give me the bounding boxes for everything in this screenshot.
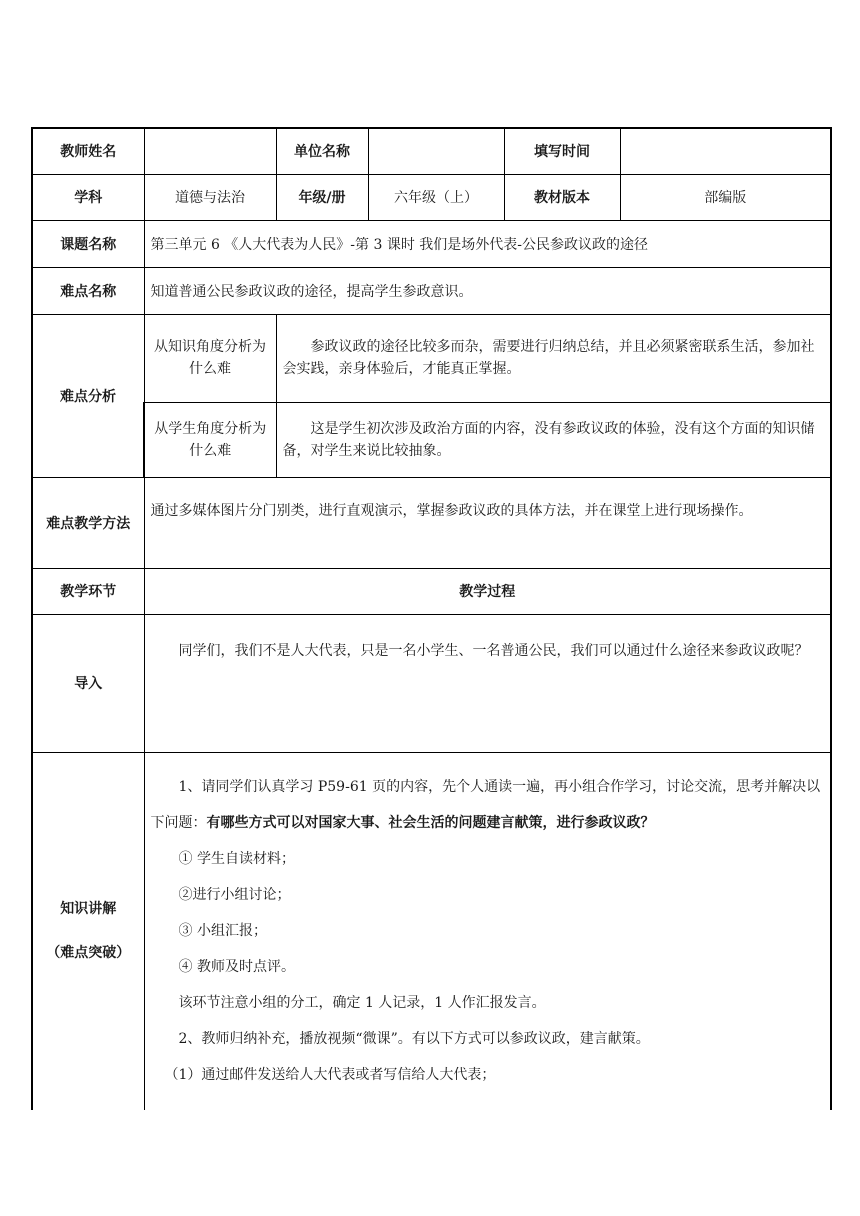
knowledge-step-3: ③ 小组汇报； <box>178 923 267 940</box>
fill-time-label: 填写时间 <box>504 128 620 174</box>
subject-row <box>32 174 831 220</box>
teacher-name-value <box>144 128 276 174</box>
knowledge-angle-label: 从知识角度分析为什么难 <box>144 314 276 402</box>
lesson-plan-table <box>31 127 832 1110</box>
topic-label: 课题名称 <box>32 220 144 267</box>
edition-label: 教材版本 <box>504 174 620 220</box>
intro-label: 导入 <box>32 614 144 752</box>
knowledge-step-4: ④ 教师及时点评。 <box>178 959 295 976</box>
knowledge-label: 知识讲解 <box>60 901 117 918</box>
topic-row <box>32 220 831 267</box>
student-angle-text: 这是学生初次涉及政治方面的内容，没有参政议政的体验，没有这个方面的知识储备，对学生来说比较抽象。 <box>276 402 831 477</box>
knowledge-step-1: ① 学生自读材料； <box>178 851 295 868</box>
analysis-label: 难点分析 <box>32 314 144 477</box>
subject-value: 道德与法治 <box>144 174 276 220</box>
subject-label: 学科 <box>32 174 144 220</box>
student-angle-label: 从学生角度分析为什么难 <box>144 402 276 477</box>
grade-label: 年级/册 <box>276 174 368 220</box>
difficulty-label: 难点名称 <box>32 267 144 314</box>
topic-value: 第三单元 6 《人大代表为人民》-第 3 课时 我们是场外代表-公民参政议政的途径 <box>144 220 831 267</box>
teacher-name-label: 教师姓名 <box>32 128 144 174</box>
unit-value <box>368 128 504 174</box>
method-value: 通过多媒体图片分门别类，进行直观演示，掌握参政议政的具体方法，并在课堂上进行现场操作。 <box>144 477 831 568</box>
fill-time-value <box>620 128 831 174</box>
process-header-row <box>32 568 831 614</box>
knowledge-angle-text: 参政议政的途径比较多而杂，需要进行归纳总结，并且必须紧密联系生活，参加社会实践，亲身体验后，才能真正掌握。 <box>276 314 831 402</box>
difficulty-value: 知道普通公民参政议政的途径，提高学生参政意识。 <box>144 267 831 314</box>
knowledge-item-1: （1）通过邮件发送给人大代表或者写信给人大代表； <box>164 1067 496 1084</box>
knowledge-row <box>32 752 831 1110</box>
knowledge-paragraph-1 <box>151 769 825 841</box>
knowledge-label-sub: （难点突破） <box>46 945 131 962</box>
knowledge-note: 该环节注意小组的分工，确定 1 人记录，1 人作汇报发言。 <box>178 995 546 1012</box>
process-label: 教学过程 <box>144 568 831 614</box>
intro-row <box>32 614 831 752</box>
analysis-knowledge-row <box>32 314 831 402</box>
knowledge-question: 有哪些方式可以对国家大事、社会生活的问题建言献策，进行参政议政？ <box>206 815 655 832</box>
difficulty-row <box>32 267 831 314</box>
knowledge-label-cell <box>32 752 144 1110</box>
header-row <box>32 128 831 174</box>
method-row <box>32 477 831 568</box>
edition-value: 部编版 <box>620 174 831 220</box>
stage-label: 教学环节 <box>32 568 144 614</box>
unit-label: 单位名称 <box>276 128 368 174</box>
analysis-student-row <box>32 402 831 477</box>
knowledge-content <box>144 752 831 1110</box>
intro-text: 同学们，我们不是人大代表，只是一名小学生、一名普通公民，我们可以通过什么途径来参政议政呢？ <box>144 614 831 752</box>
knowledge-line-1: 1、请同学们认真学习 P59-61 页的内容，先个人通读一遍，再小组合作学习，讨论交流，思考并解决以下问题： <box>150 779 821 832</box>
knowledge-line-2: 2、教师归纳补充，播放视频“微课”。有以下方式可以参政议政，建言献策。 <box>178 1031 650 1048</box>
method-label: 难点教学方法 <box>32 477 144 568</box>
grade-value: 六年级（上） <box>368 174 504 220</box>
knowledge-step-2: ②进行小组讨论； <box>178 887 291 904</box>
